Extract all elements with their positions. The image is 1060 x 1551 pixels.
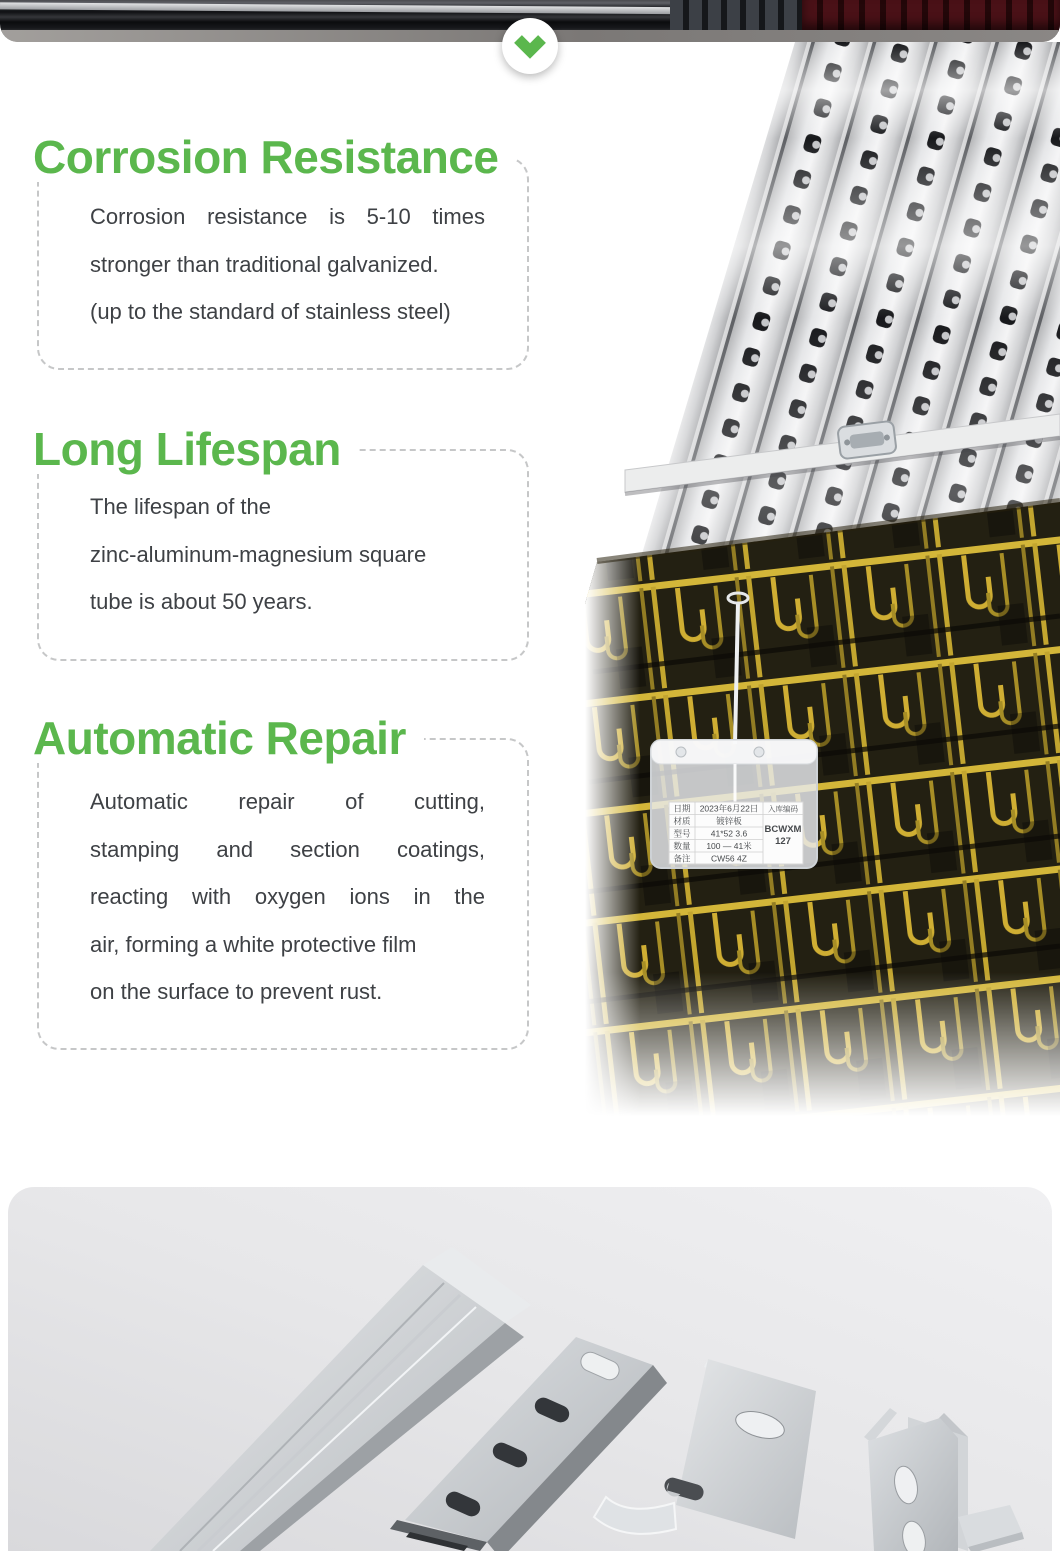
tag-row-value: 41*52 3.6 xyxy=(710,828,748,839)
feature-text-line: Automatic repair of cutting, xyxy=(90,789,485,814)
tag-row-label: 数量 xyxy=(673,841,691,851)
tag-code-number: 127 xyxy=(775,836,791,847)
feature-text-line: stronger than traditional galvanized. xyxy=(90,251,439,277)
tag-row-label: 日期 xyxy=(673,803,691,814)
chevron-down-icon xyxy=(502,18,558,74)
tag-row-value: 镀锌板 xyxy=(716,816,742,826)
feature-title: Automatic Repair xyxy=(31,713,424,763)
tag-row-value: CW56 4Z xyxy=(711,853,747,864)
product-photo-brackets xyxy=(8,1187,1052,1551)
feature-automatic-repair xyxy=(33,712,529,1050)
feature-long-lifespan xyxy=(33,423,529,661)
feature-text-line: reacting with oxygen ions in the xyxy=(90,884,485,910)
tag-row-value: 2023年6月22日 xyxy=(699,803,759,814)
feature-corrosion-resistance xyxy=(33,131,529,370)
feature-text-line: zinc-aluminum-magnesium square xyxy=(90,541,427,567)
feature-text-line: air, forming a white protective film xyxy=(90,931,417,957)
feature-title: Long Lifespan xyxy=(31,424,359,474)
tag-row-label: 型号 xyxy=(673,828,691,839)
scroll-down-badge[interactable] xyxy=(502,18,558,74)
product-photo-rails xyxy=(585,42,1060,1152)
tag-header-right: 入库编码 xyxy=(768,804,798,814)
feature-text-line: (up to the standard of stainless steel) xyxy=(90,299,451,325)
tag-row-label: 备注 xyxy=(673,853,691,864)
feature-title: Corrosion Resistance xyxy=(31,132,516,182)
tag-row-label: 材质 xyxy=(673,816,691,826)
tag-row-value: 100 — 41米 xyxy=(706,841,752,851)
feature-text-line: on the surface to prevent rust. xyxy=(90,979,383,1005)
strap-buckle xyxy=(837,421,896,460)
tag-code: BCWXM xyxy=(764,824,802,835)
hero-red-tube-stack xyxy=(802,0,1060,32)
hero-metal-beam xyxy=(0,2,740,14)
feature-text-line: tube is about 50 years. xyxy=(90,589,313,615)
feature-text-line: stamping and section coatings, xyxy=(90,836,485,862)
feature-text-line: Corrosion resistance is 5-10 times xyxy=(90,204,485,229)
feature-text-line: The lifespan of the xyxy=(90,494,272,519)
